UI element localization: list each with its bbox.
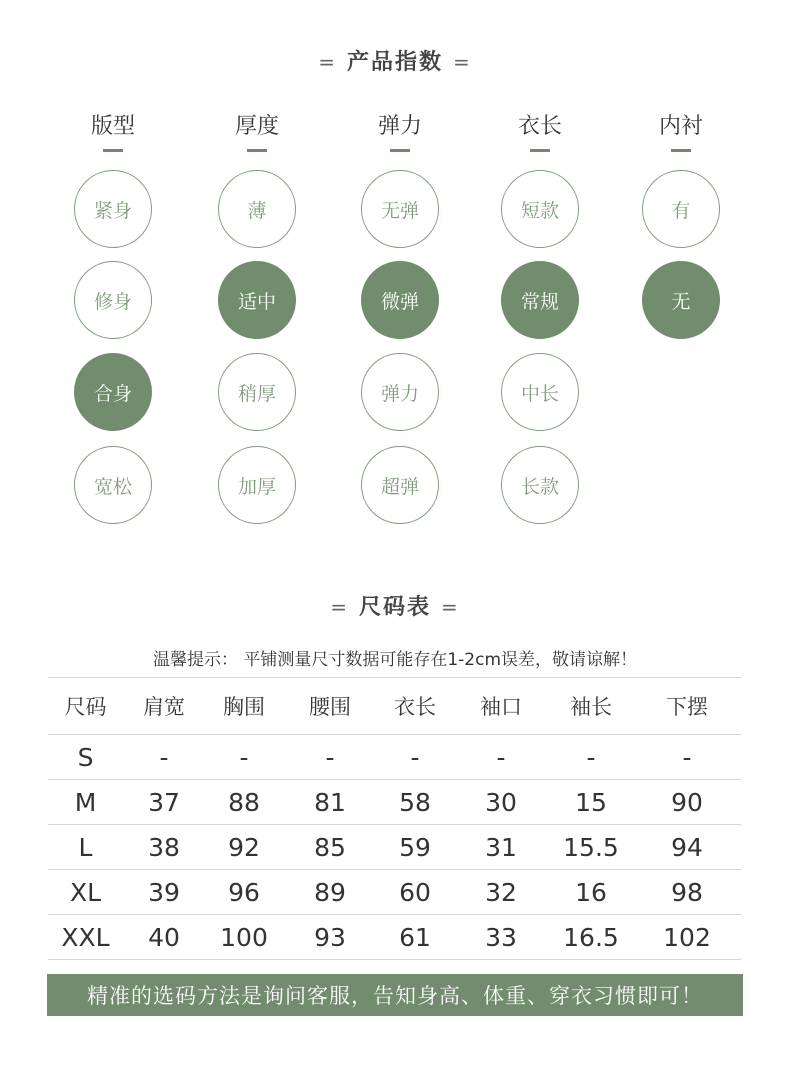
index-option: 薄 [218, 170, 296, 248]
index-option-selected: 合身 [74, 353, 152, 431]
index-column-header: 厚度 [234, 114, 279, 139]
product-index-title [0, 45, 790, 76]
title-deco-right: = [441, 595, 460, 619]
index-option-selected: 适中 [218, 261, 296, 339]
index-option: 超弹 [361, 446, 439, 524]
table-cell: 38 [123, 825, 205, 870]
table-cell: 102 [633, 915, 741, 960]
size-table-header-cell: 胸围 [205, 678, 283, 735]
table-cell: 33 [453, 915, 549, 960]
size-label-cell: S [48, 735, 123, 780]
table-cell: 98 [633, 870, 741, 915]
table-cell: 30 [453, 780, 549, 825]
title-deco-left: = [318, 50, 337, 74]
size-label-cell: L [48, 825, 123, 870]
size-table-header-cell: 衣长 [377, 678, 453, 735]
index-option: 长款 [501, 446, 579, 524]
table-cell: - [453, 735, 549, 780]
table-cell: 100 [205, 915, 283, 960]
table-row [48, 825, 741, 870]
index-column [53, 112, 173, 498]
index-column [197, 112, 317, 498]
index-option: 紧身 [74, 170, 152, 248]
index-option: 修身 [74, 261, 152, 339]
table-row [48, 735, 741, 780]
index-option-selected: 常规 [501, 261, 579, 339]
size-advice-banner [47, 974, 743, 1016]
table-cell: 31 [453, 825, 549, 870]
index-option: 有 [642, 170, 720, 248]
table-row [48, 915, 741, 960]
table-cell: - [377, 735, 453, 780]
table-cell: 61 [377, 915, 453, 960]
table-cell: 40 [123, 915, 205, 960]
index-option: 宽松 [74, 446, 152, 524]
index-option-selected: 微弹 [361, 261, 439, 339]
index-column [480, 112, 600, 498]
size-chart-title-text: 尺码表 [358, 595, 431, 620]
table-cell: 58 [377, 780, 453, 825]
size-table-header [48, 678, 741, 735]
index-column [340, 112, 460, 498]
table-cell: 16.5 [549, 915, 633, 960]
index-option: 中长 [501, 353, 579, 431]
header-underline [390, 149, 410, 152]
size-table-header-cell: 袖口 [453, 678, 549, 735]
table-cell: - [549, 735, 633, 780]
header-underline [671, 149, 691, 152]
size-label-cell: M [48, 780, 123, 825]
table-cell: 89 [283, 870, 377, 915]
table-cell: 39 [123, 870, 205, 915]
table-cell: 88 [205, 780, 283, 825]
size-label-cell: XXL [48, 915, 123, 960]
index-option: 短款 [501, 170, 579, 248]
table-cell: - [205, 735, 283, 780]
size-table-header-cell: 肩宽 [123, 678, 205, 735]
table-cell: - [283, 735, 377, 780]
index-option: 无弹 [361, 170, 439, 248]
table-cell: 92 [205, 825, 283, 870]
index-option: 稍厚 [218, 353, 296, 431]
table-cell: 94 [633, 825, 741, 870]
size-table-header-cell: 腰围 [283, 678, 377, 735]
table-row [48, 780, 741, 825]
size-table-header-cell: 尺码 [48, 678, 123, 735]
table-cell: - [633, 735, 741, 780]
table-cell: 15 [549, 780, 633, 825]
size-table [48, 677, 741, 960]
product-index-title-text: 产品指数 [346, 50, 443, 75]
index-option-selected: 无 [642, 261, 720, 339]
table-cell: 96 [205, 870, 283, 915]
size-label-cell: XL [48, 870, 123, 915]
table-cell: - [123, 735, 205, 780]
size-advice-text: 精准的选码方法是询问客服，告知身高、体重、穿衣习惯即可！ [87, 984, 703, 1008]
size-table-header-cell: 袖长 [549, 678, 633, 735]
table-cell: 32 [453, 870, 549, 915]
index-column-header: 版型 [90, 114, 135, 139]
table-cell: 16 [549, 870, 633, 915]
header-underline [530, 149, 550, 152]
index-column-header: 内衬 [658, 114, 703, 139]
table-cell: 90 [633, 780, 741, 825]
table-row [48, 870, 741, 915]
header-underline [247, 149, 267, 152]
title-deco-right: = [453, 50, 472, 74]
index-option: 加厚 [218, 446, 296, 524]
index-column [621, 112, 741, 313]
index-option: 弹力 [361, 353, 439, 431]
index-column-header: 弹力 [377, 114, 422, 139]
table-cell: 60 [377, 870, 453, 915]
size-table-header-cell: 下摆 [633, 678, 741, 735]
measurement-tip: 温馨提示： 平铺测量尺寸数据可能存在1-2cm误差，敬请谅解！ [152, 650, 638, 670]
size-chart-title [0, 590, 790, 621]
table-cell: 85 [283, 825, 377, 870]
index-column-header: 衣长 [517, 114, 562, 139]
table-cell: 81 [283, 780, 377, 825]
table-cell: 59 [377, 825, 453, 870]
table-cell: 93 [283, 915, 377, 960]
title-deco-left: = [330, 595, 349, 619]
table-cell: 15.5 [549, 825, 633, 870]
table-cell: 37 [123, 780, 205, 825]
header-underline [103, 149, 123, 152]
